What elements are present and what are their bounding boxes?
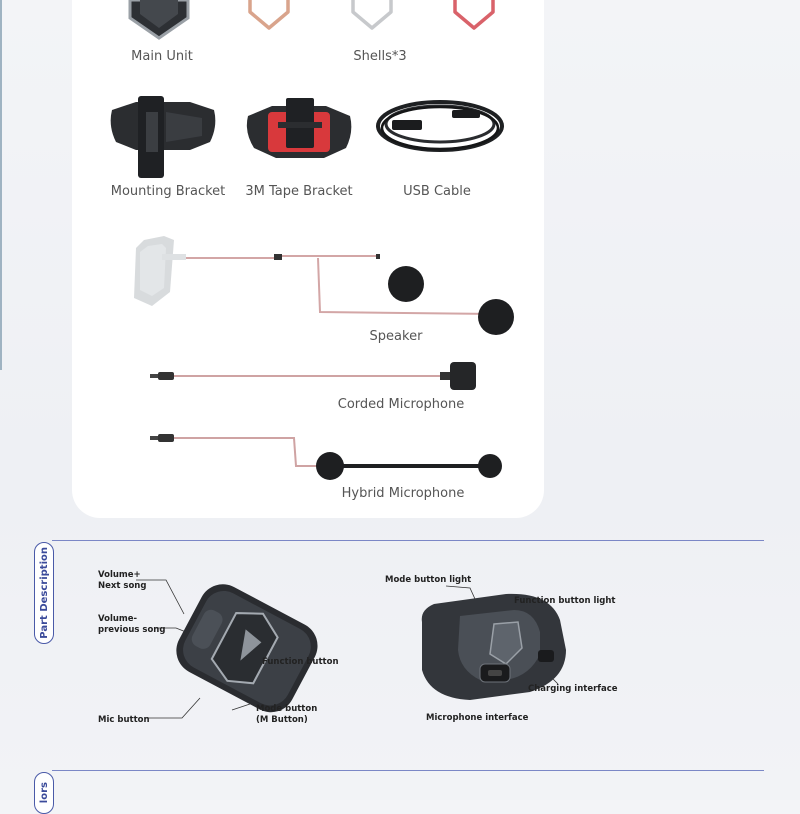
main-unit-label: Main Unit <box>131 49 193 64</box>
main-unit-image <box>126 0 192 42</box>
annotation-microphone-interface: Microphone interface <box>426 713 529 723</box>
annotation-mic-button: Mic button <box>98 715 150 725</box>
colors-section-divider <box>52 770 764 771</box>
annotation-volume-down: Volume- previous song <box>98 614 166 635</box>
colors-tab <box>34 772 54 814</box>
section-divider <box>52 540 764 541</box>
mounting-bracket-label: Mounting Bracket <box>110 184 226 199</box>
annotation-function-button: Function button <box>262 657 339 667</box>
usb-cable-label: USB Cable <box>403 184 471 199</box>
annotation-mode-button-light: Mode button light <box>385 575 472 585</box>
left-edge-line <box>0 0 2 370</box>
shell-red-icon <box>452 0 496 32</box>
colors-tab-label: lors <box>38 782 50 804</box>
usb-cable-image <box>374 96 508 156</box>
tape-bracket-label: 3M Tape Bracket <box>245 184 353 199</box>
shell-rose-gold-icon <box>247 0 291 32</box>
shells-label: Shells*3 <box>353 49 407 64</box>
hybrid-microphone-image <box>144 426 508 486</box>
corded-microphone-label: Corded Microphone <box>337 397 465 412</box>
part-description-tab-label: Part Description <box>38 547 50 639</box>
shell-silver-icon <box>350 0 394 32</box>
annotation-charging-interface: Charging interface <box>528 684 618 694</box>
part-description-tab <box>34 542 54 644</box>
speaker-image <box>126 232 526 336</box>
corded-microphone-image <box>144 358 484 394</box>
speaker-label: Speaker <box>369 329 423 344</box>
hybrid-microphone-label: Hybrid Microphone <box>341 486 465 501</box>
annotation-mode-button: Mode button (M Button) <box>256 704 318 725</box>
annotation-volume-up: Volume+ Next song <box>98 570 147 591</box>
annotation-function-button-light: Function button light <box>514 596 616 606</box>
mounting-bracket-image <box>106 96 220 180</box>
tape-bracket-image <box>242 96 356 162</box>
